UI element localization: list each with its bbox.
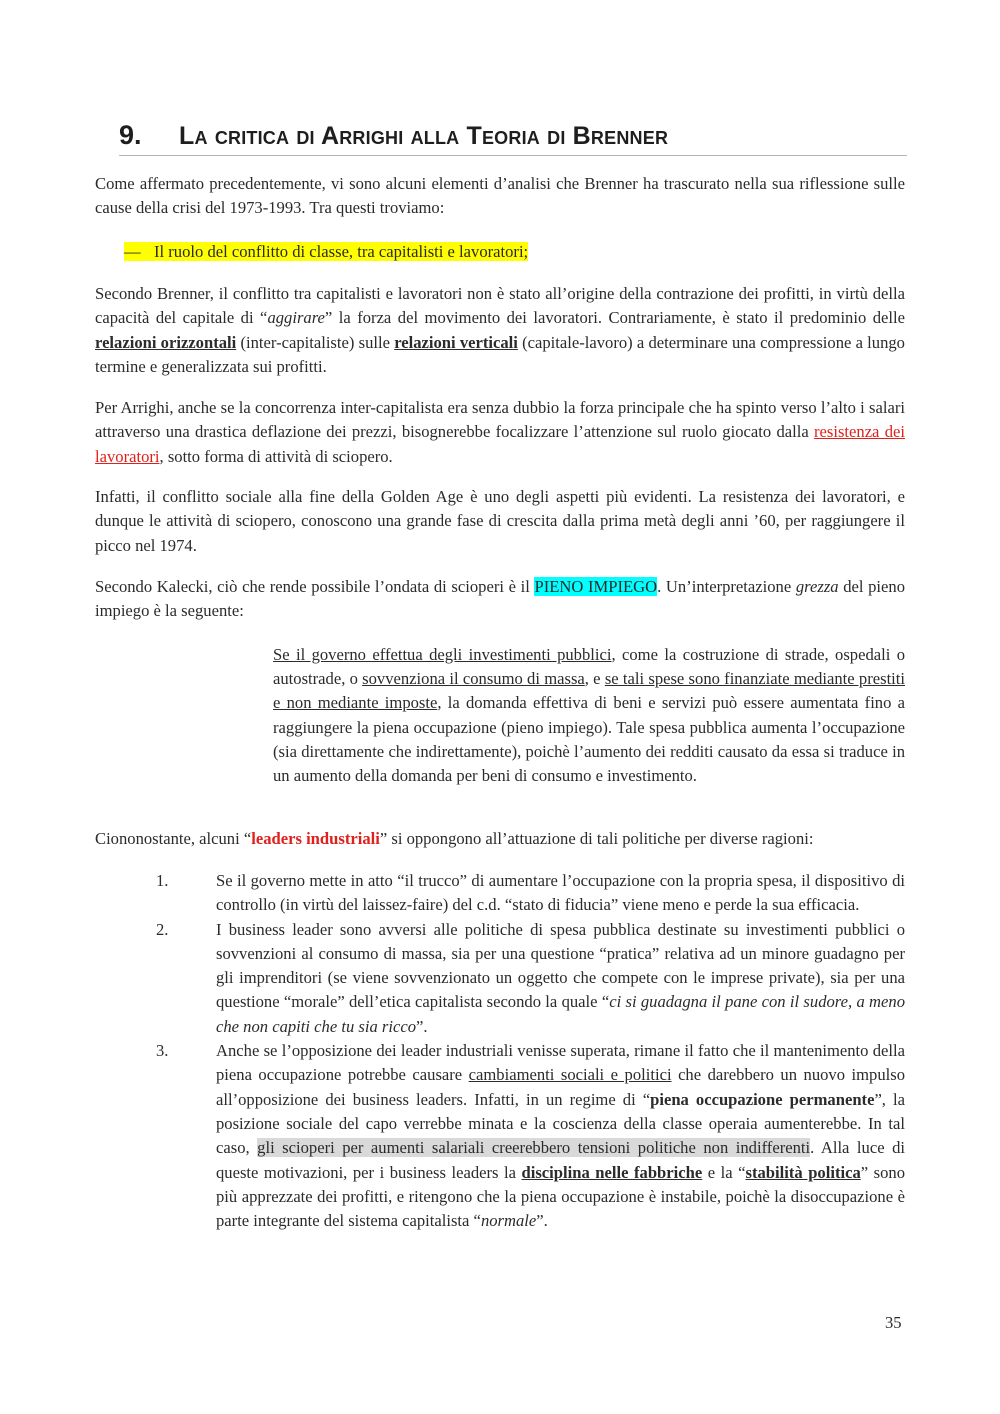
highlighted-sentence: gli scioperi per aumenti salariali creerebbero tensioni politiche non indifferenti [257,1138,811,1158]
list-number: 2. [156,919,169,939]
list-item: 2. I business leader sono avversi alle politiche di spesa pubblica destinate su investimenti pubblici o sovvenzioni al consumo di massa, sia per una questione “pratica” relativa ad un minore guadagno per gli imprenditori (se viene sovvenzionato un oggetto che compete con le imprese private), sia per una questione “morale” dell’etica capitalista secondo la quale “ci si guadagna il pane con il sudore, a meno che non capiti che tu sia ricco”. [156,919,905,1036]
numbered-list [150,869,905,1233]
list-item: 3. Anche se l’opposizione dei leader industriali venisse superata, rimane il fatto che il mantenimento della piena occupazione potrebbe causare cambiamenti sociali e politici che darebbero un nuovo impulso all’opposizione dei business leaders. Infatti, in un regime di “piena occupazione permanente”, la posizione sociale del capo verrebbe minata e la coscienza della classe operaia aumenterebbe. In tal caso, gli scioperi per aumenti salariali creerebbero tensioni politiche non indifferenti. Alla luce di queste motivazioni, per i business leaders la disciplina nelle fabbriche e la “stabilità politica” sono più apprezzate dei profitti, e ritengono che la piena occupazione è instabile, poichè la disoccupazione è parte integrante del sistema capitalista “normale”. [156,1041,906,1231]
arrighi-paragraph: Per Arrighi, anche se la concorrenza inter-capitalista era senza dubbio la forza principale che ha spinto verso l’alto i salari attraverso una drastica deflazione dei prezzi, bisognerebbe focalizzare l’attenzione sul ruolo giocato dalla resistenza dei lavoratori, sotto forma di attività di sciopero. [95,398,905,466]
dash-list-item [124,240,528,264]
term-relazioni-verticali: relazioni verticali [394,332,518,352]
page-number: 35 [885,1313,902,1332]
section-number: 9. [119,120,142,150]
section-title: La critica di Arrighi alla Teoria di Brenner [179,122,669,150]
list-number: 3. [156,1041,169,1061]
brenner-paragraph: Secondo Brenner, il conflitto tra capitalisti e lavoratori non è stato all’origine della contrazione dei profitti, in virtù della capacità del capitale di “aggirare” la forza del movimento dei lavoratori. Contrariamente, è stato il predominio delle relazioni orizzontali (inter-capitaliste) sulle relazioni verticali (capitale-lavoro) a determinare una compressione a lungo termine e generalizzata sui profitti. [95,284,905,377]
kalecki-paragraph: Secondo Kalecki, ciò che rende possibile l’ondata di scioperi è il PIENO IMPIEGO. Un’interpretazione grezza del pieno impiego è la seguente: [95,577,905,621]
list-number: 1. [156,871,169,890]
term-leaders-industriali: leaders industriali [251,829,380,848]
block-quote: Se il governo effettua degli investimenti pubblici, come la costruzione di strade, ospedali o autostrade, o sovvenziona il consumo di massa, e se tali spese sono finanziate mediante prestiti e non mediante imposte, la domanda effettiva di beni e servizi può essere aumentata fino a raggiungere la piena occupazione (pieno impiego). Tale spesa pubblica aumenta l’occupazione (sia direttamente che indirettamente), poichè l’aumento dei redditi causato da essa si traduce in un aumento della domanda per beni di consumo e investimento. [273,645,906,786]
term-pieno-impiego: PIENO IMPIEGO [534,577,658,596]
italic-term-grezza: grezza [795,577,839,596]
intro-paragraph: Come affermato precedentemente, vi sono alcuni elementi d’analisi che Brenner ha trascurato nella sua riflessione sulle cause della crisi del 1973-1993. Tra questi troviamo: [95,174,905,218]
golden-age-paragraph: Infatti, il conflitto sociale alla fine della Golden Age è uno degli aspetti più evidenti. La resistenza dei lavoratori, e dunque le attività di sciopero, conoscono una grande fase di crescita dalla prima metà degli anni ’60, per raggiungere il picco nel 1974. [95,487,905,555]
italic-term-aggirare: aggirare [267,308,325,328]
leaders-paragraph: Ciononostante, alcuni “leaders industriali” si oppongono all’attuazione di tali politiche per diverse ragioni: [95,829,814,848]
list-item: 1. Se il governo mette in atto “il trucco” di aumentare l’occupazione con la propria spesa, il dispositivo di controllo (in virtù del laissez-faire) del c.d. “stato di fiducia” viene meno e perde la sua efficacia. [156,871,905,915]
dash-marker: — [124,242,141,261]
section-heading [119,120,907,156]
term-relazioni-orizzontali: relazioni orizzontali [95,332,237,352]
dash-item-text: Il ruolo del conflitto di classe, tra capitalisti e lavoratori; [154,242,529,261]
term-resistenza-lavoratori: resistenza dei lavoratori [95,422,905,466]
